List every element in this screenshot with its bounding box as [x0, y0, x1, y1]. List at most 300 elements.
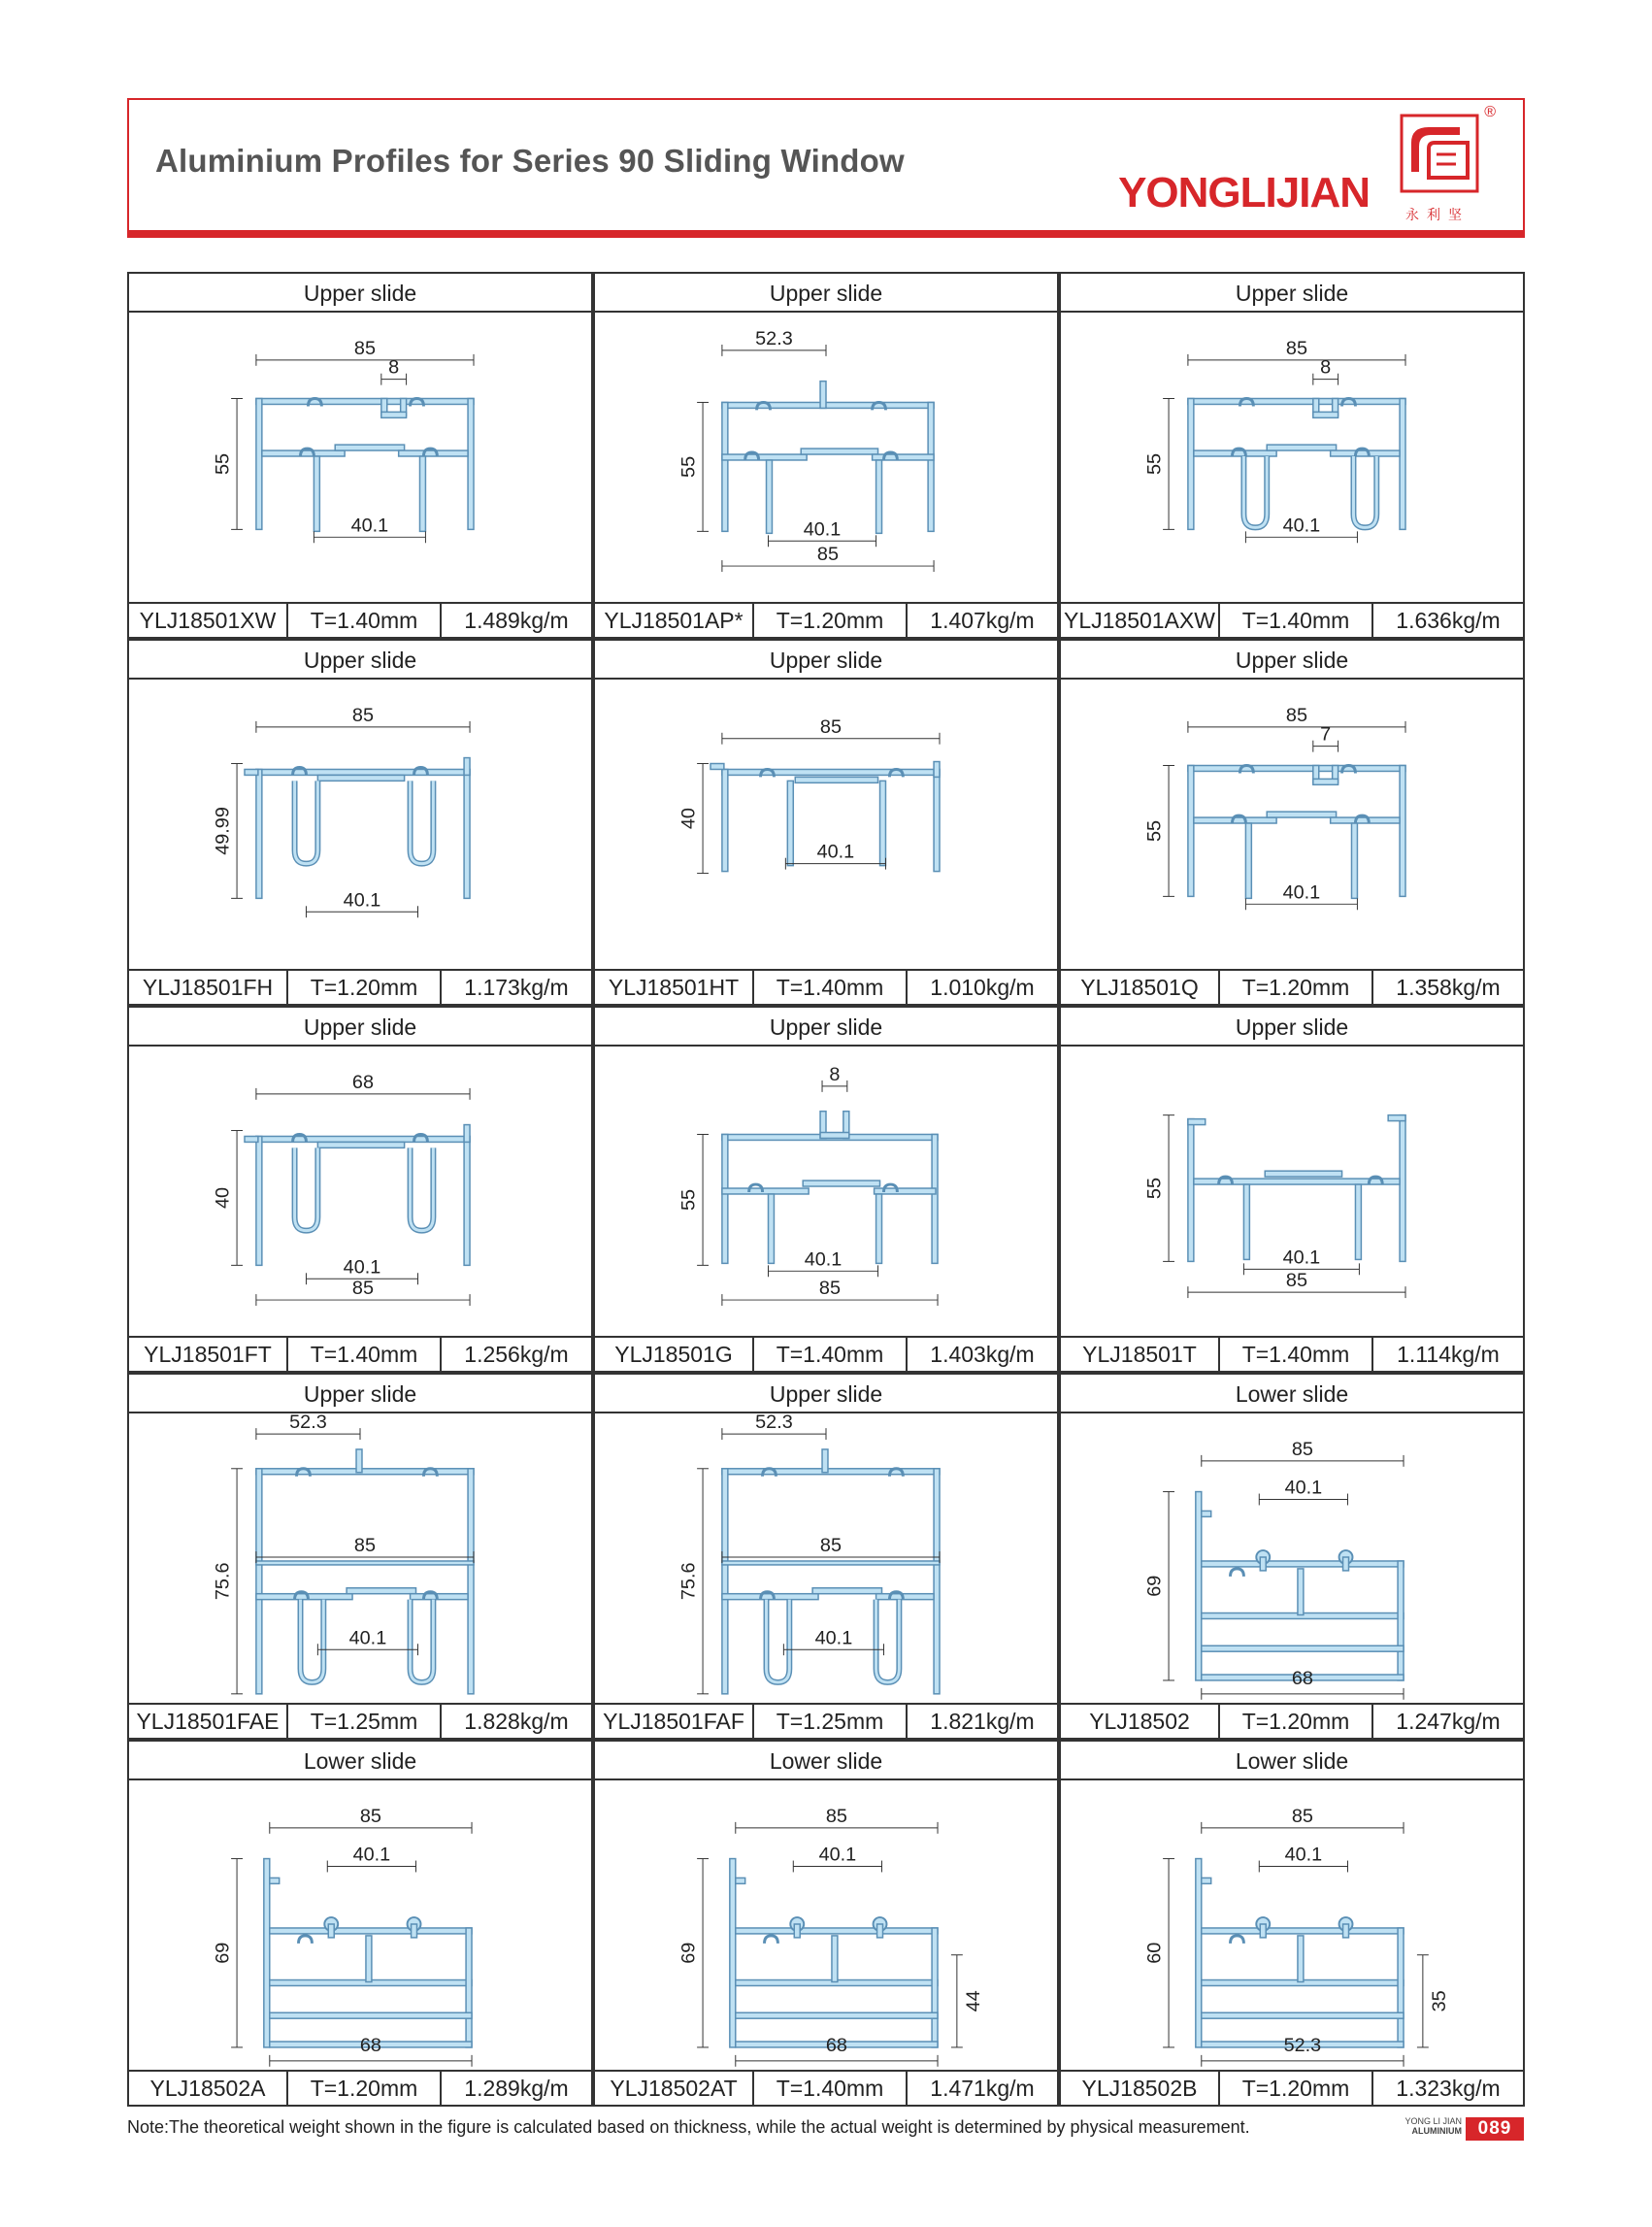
profile-segment	[1188, 399, 1405, 405]
dimension-label: 85	[351, 1278, 375, 1300]
profile-thickness: T=1.40mm	[288, 604, 442, 637]
profile-drawing	[129, 1413, 591, 1703]
profile-segment	[1202, 1878, 1211, 1883]
dimension-label: 55	[1143, 1177, 1166, 1200]
profile-hook	[765, 1936, 778, 1944]
profile-code: YLJ18501HT	[595, 971, 754, 1004]
profile-segment	[934, 769, 940, 871]
profile-drawing	[1061, 680, 1523, 969]
dimension-label: 85	[1291, 1438, 1313, 1460]
profile-thickness: T=1.25mm	[288, 1705, 442, 1738]
profile-segment	[1398, 1928, 1404, 2047]
profile-type-label: Upper slide	[129, 1008, 591, 1047]
profile-segment	[722, 1594, 818, 1600]
dimension-label: 44	[962, 1990, 984, 2012]
dimension-label: 85	[816, 544, 840, 566]
dimension-label: 52.3	[289, 1413, 327, 1434]
dimension-label: 85	[353, 337, 376, 359]
profile-segment	[1343, 1924, 1349, 1938]
profile-spec-row	[595, 1336, 1057, 1371]
profile-drawing	[595, 313, 1057, 602]
dimension-label: 52.3	[755, 327, 793, 349]
profile-segment	[710, 764, 724, 770]
profile-segment	[270, 2012, 472, 2018]
profile-u-channel	[876, 1600, 900, 1682]
profile-segment	[464, 758, 470, 776]
profile-thickness: T=1.40mm	[1220, 604, 1373, 637]
profile-spec-row	[1061, 602, 1523, 637]
profile-card	[1059, 639, 1525, 1006]
profile-segment	[1260, 1924, 1266, 1938]
dimension-label: 55	[1143, 452, 1166, 475]
profile-code: YLJ18502A	[129, 2072, 288, 2105]
profile-segment	[801, 449, 877, 454]
footer-brand-line-2: ALUMINIUM	[1411, 2126, 1462, 2136]
profile-segment	[736, 1878, 745, 1883]
dimension-label: 68	[1291, 1667, 1313, 1689]
profile-card	[1059, 1740, 1525, 2107]
dimension-label: 40.1	[804, 1248, 843, 1271]
profile-code: YLJ18501AXW	[1061, 604, 1220, 637]
profile-segment	[932, 1928, 938, 2047]
profile-drawing	[595, 1047, 1057, 1336]
profile-segment	[256, 769, 262, 898]
profile-card	[593, 1006, 1059, 1373]
profile-drawing	[129, 1047, 591, 1336]
profile-segment	[1245, 823, 1251, 898]
profile-segment	[1398, 1561, 1404, 1680]
profile-segment	[1313, 412, 1338, 417]
dimension-label: 40.1	[1284, 1477, 1323, 1499]
dimension-label: 85	[1285, 1270, 1307, 1292]
profile-code: YLJ18502	[1061, 1705, 1220, 1738]
profile-segment	[245, 1136, 258, 1142]
profile-spec-row	[1061, 1336, 1523, 1371]
profile-type-label: Upper slide	[595, 274, 1057, 313]
profile-code: YLJ18502B	[1061, 2072, 1220, 2105]
profile-segment	[1298, 1569, 1304, 1615]
profile-segment	[876, 460, 882, 533]
dimension-label: 52.3	[1283, 2034, 1322, 2056]
profile-segment	[264, 1859, 270, 2047]
profile-thickness: T=1.25mm	[754, 1705, 908, 1738]
profile-weight: 1.489kg/m	[464, 608, 569, 633]
profile-segment	[876, 1594, 935, 1600]
dimension-label: 40.1	[803, 518, 842, 541]
dimension-label: 85	[353, 1535, 376, 1557]
dimension-label: 8	[388, 356, 400, 379]
profile-drawing	[595, 1413, 1057, 1703]
profile-segment	[722, 1469, 728, 1694]
profile-code: YLJ18501T	[1061, 1338, 1220, 1371]
profile-spec-row	[595, 969, 1057, 1004]
profile-u-channel	[1353, 456, 1376, 527]
dimension-label: 55	[677, 455, 700, 478]
profile-segment	[1202, 1928, 1404, 1934]
profile-drawing	[129, 1780, 591, 2070]
profile-segment	[1196, 1859, 1202, 2047]
profile-card	[127, 1373, 593, 1740]
profile-card	[1059, 272, 1525, 639]
profile-segment	[256, 769, 470, 775]
profile-segment	[347, 1588, 415, 1594]
profile-drawing	[129, 313, 591, 602]
footer-note: Note:The theoretical weight shown in the figure is calculated based on thickness, while the actual weight is determined by physical measurement.	[127, 2117, 1250, 2137]
profile-segment	[314, 456, 319, 531]
profile-thickness: T=1.20mm	[288, 2072, 442, 2105]
dimension-label: 40	[677, 808, 700, 830]
profile-hook	[1231, 1936, 1244, 1944]
profile-segment	[335, 445, 404, 450]
profile-drawing	[595, 1780, 1057, 2070]
profile-segment	[381, 412, 407, 417]
profile-segment	[1343, 1557, 1349, 1571]
profile-segment	[468, 399, 474, 530]
profile-segment	[411, 1594, 469, 1600]
profile-segment	[1202, 1511, 1211, 1516]
profile-segment	[877, 1924, 883, 1938]
profile-segment	[722, 454, 807, 460]
profile-segment	[722, 1469, 940, 1475]
profile-weight: 1.821kg/m	[930, 1709, 1035, 1734]
footer-brand-line-1: YONG LI JIAN	[1404, 2116, 1462, 2126]
dimension-label: 85	[1285, 704, 1307, 726]
dimension-label: 69	[677, 1942, 700, 1964]
profile-segment	[256, 1594, 352, 1600]
profile-segment	[736, 1928, 938, 1934]
profile-segment	[1400, 1115, 1405, 1262]
profile-card	[593, 1740, 1059, 2107]
profile-type-label: Lower slide	[129, 1742, 591, 1780]
dimension-label: 35	[1428, 1990, 1450, 2012]
profile-card	[127, 1740, 593, 2107]
profile-type-label: Upper slide	[129, 274, 591, 313]
dimension-label: 85	[359, 1805, 381, 1827]
profile-thickness: T=1.20mm	[1220, 971, 1373, 1004]
brand-logo-icon	[1400, 114, 1479, 207]
profile-card	[127, 639, 593, 1006]
profile-drawing	[1061, 1780, 1523, 2070]
profile-segment	[1188, 766, 1405, 772]
dimension-label: 40	[212, 1186, 234, 1209]
profile-card	[127, 272, 593, 639]
dimension-label: 8	[829, 1063, 841, 1085]
dimension-label: 52.3	[755, 1413, 793, 1434]
profile-segment	[412, 1924, 417, 1938]
brand-chinese-name: 永利坚	[1405, 207, 1470, 222]
profile-segment	[722, 1561, 940, 1565]
profile-u-channel	[295, 781, 318, 863]
profile-segment	[820, 382, 826, 409]
profile-weight: 1.407kg/m	[930, 608, 1035, 633]
profile-segment	[256, 399, 474, 405]
profile-spec-row	[129, 969, 591, 1004]
profile-thickness: T=1.40mm	[754, 971, 908, 1004]
profile-segment	[767, 460, 773, 533]
profile-spec-row	[595, 1703, 1057, 1738]
profile-spec-row	[129, 2070, 591, 2105]
profile-segment	[317, 1142, 404, 1147]
profile-segment	[1351, 823, 1357, 898]
dimension-label: 69	[212, 1942, 234, 1964]
profile-code: YLJ18501XW	[129, 604, 288, 637]
profile-segment	[1267, 445, 1336, 450]
profile-code: YLJ18501Q	[1061, 971, 1220, 1004]
dimension-label: 68	[825, 2034, 847, 2056]
profile-weight: 1.289kg/m	[464, 2076, 569, 2101]
profile-type-label: Upper slide	[595, 1375, 1057, 1413]
profile-segment	[722, 1134, 728, 1263]
profile-weight: 1.247kg/m	[1396, 1709, 1501, 1734]
profile-spec-row	[1061, 2070, 1523, 2105]
profile-segment	[1355, 1184, 1361, 1259]
profile-code: YLJ18501FAE	[129, 1705, 288, 1738]
profile-weight: 1.256kg/m	[464, 1342, 569, 1367]
dimension-label: 60	[1143, 1942, 1166, 1964]
profile-segment	[464, 1136, 470, 1265]
profile-segment	[256, 1136, 262, 1265]
profile-thickness: T=1.20mm	[288, 971, 442, 1004]
dimension-label: 85	[819, 1535, 842, 1557]
profile-spec-row	[129, 1336, 591, 1371]
profile-type-label: Upper slide	[1061, 274, 1523, 313]
profile-segment	[820, 1133, 849, 1139]
profile-segment	[1202, 2012, 1404, 2018]
profile-drawing	[129, 680, 591, 969]
profile-segment	[934, 1469, 940, 1694]
profile-u-channel	[411, 1147, 434, 1230]
profile-segment	[256, 1561, 474, 1565]
profile-weight: 1.828kg/m	[464, 1709, 569, 1734]
profile-type-label: Upper slide	[595, 641, 1057, 680]
page-title: Aluminium Profiles for Series 90 Sliding Window	[155, 143, 905, 179]
profile-segment	[399, 450, 468, 456]
profile-hook	[1231, 1569, 1244, 1577]
profile-segment	[1267, 812, 1336, 817]
dimension-label: 40.1	[352, 1844, 391, 1866]
profile-code: YLJ18501FAF	[595, 1705, 754, 1738]
profile-segment	[730, 1859, 736, 2047]
profile-u-channel	[295, 1147, 318, 1230]
dimension-label: 40.1	[1282, 1246, 1321, 1269]
dimension-label: 68	[351, 1071, 375, 1093]
dimension-label: 8	[1320, 356, 1332, 379]
profile-segment	[256, 399, 262, 530]
profile-segment	[1202, 1561, 1404, 1567]
dimension-label: 85	[818, 1278, 841, 1300]
profile-thickness: T=1.40mm	[754, 2072, 908, 2105]
profile-segment	[256, 1469, 262, 1694]
profile-segment	[795, 777, 877, 782]
profile-segment	[270, 1878, 280, 1883]
dimension-label: 40.1	[814, 1627, 853, 1649]
profile-spec-row	[595, 2070, 1057, 2105]
profile-segment	[932, 1134, 938, 1263]
profile-segment	[832, 1936, 838, 1982]
profile-segment	[1388, 1115, 1405, 1121]
profile-code: YLJ18501FT	[129, 1338, 288, 1371]
dimension-label: 85	[825, 1805, 847, 1827]
profile-segment	[1188, 1119, 1206, 1125]
profile-weight: 1.173kg/m	[464, 975, 569, 1000]
dimension-label: 49.99	[212, 807, 234, 855]
profile-weight: 1.471kg/m	[930, 2076, 1035, 2101]
profile-segment	[794, 1924, 800, 1938]
profile-spec-row	[129, 1703, 591, 1738]
profile-segment	[328, 1924, 334, 1938]
profile-code: YLJ18502AT	[595, 2072, 754, 2105]
profile-segment	[1188, 1119, 1194, 1262]
profile-segment	[464, 769, 470, 898]
profile-segment	[1313, 779, 1338, 784]
profile-u-channel	[411, 1600, 434, 1682]
profile-segment	[722, 769, 940, 775]
profile-segment	[1243, 1184, 1249, 1259]
profile-segment	[366, 1936, 372, 1982]
profile-segment	[1188, 399, 1194, 530]
dimension-label: 55	[212, 452, 234, 475]
profile-u-channel	[301, 1600, 324, 1682]
dimension-label: 75.6	[212, 1562, 234, 1601]
dimension-label: 40.1	[816, 841, 855, 863]
profile-thickness: T=1.40mm	[288, 1338, 442, 1371]
dimension-label: 69	[1143, 1575, 1166, 1597]
header-underline	[127, 230, 1525, 238]
profile-weight: 1.323kg/m	[1396, 2076, 1501, 2101]
profile-card	[1059, 1373, 1525, 1740]
profile-hook	[299, 1936, 313, 1944]
profile-segment	[928, 402, 934, 531]
profile-segment	[419, 456, 425, 531]
profile-segment	[812, 1588, 881, 1594]
profile-segment	[803, 1180, 879, 1186]
profile-type-label: Upper slide	[1061, 1008, 1523, 1047]
dimension-label: 55	[677, 1188, 700, 1211]
profile-type-label: Upper slide	[1061, 641, 1523, 680]
profile-weight: 1.358kg/m	[1396, 975, 1501, 1000]
profile-segment	[1202, 1645, 1404, 1651]
brand-name: YONGLIJIAN	[1118, 169, 1370, 216]
dimension-label: 7	[1320, 723, 1332, 746]
profile-segment	[464, 1125, 470, 1143]
dimension-label: 55	[1143, 819, 1166, 842]
profile-spec-row	[1061, 1703, 1523, 1738]
profile-segment	[736, 2012, 938, 2018]
profile-thickness: T=1.20mm	[1220, 1705, 1373, 1738]
profile-segment	[1331, 450, 1400, 456]
profile-drawing	[1061, 1047, 1523, 1336]
profile-segment	[466, 1928, 472, 2047]
profile-segment	[822, 1449, 828, 1473]
dimension-label: 85	[819, 715, 842, 738]
page-header	[127, 98, 1525, 234]
dimension-label: 40.1	[343, 889, 381, 912]
profile-segment	[317, 775, 404, 781]
dimension-label: 75.6	[677, 1562, 700, 1601]
profile-weight: 1.636kg/m	[1396, 608, 1501, 633]
profile-segment	[1260, 1557, 1266, 1571]
profile-segment	[873, 454, 934, 460]
dimension-label: 40.1	[348, 1627, 387, 1649]
profile-u-channel	[411, 781, 434, 863]
profile-card	[593, 639, 1059, 1006]
profile-segment	[245, 769, 258, 775]
profile-drawing	[1061, 313, 1523, 602]
profile-segment	[1298, 1936, 1304, 1982]
dimension-label: 85	[1291, 1805, 1313, 1827]
profile-segment	[876, 1194, 882, 1263]
profile-segment	[1265, 1171, 1341, 1177]
profile-type-label: Upper slide	[129, 1375, 591, 1413]
profile-segment	[1331, 817, 1400, 823]
registered-mark: ®	[1484, 104, 1496, 120]
profile-drawing	[1061, 1413, 1523, 1703]
profile-segment	[468, 1469, 474, 1694]
dimension-label: 40.1	[1282, 515, 1321, 537]
profile-segment	[270, 1928, 472, 1934]
profile-spec-row	[1061, 969, 1523, 1004]
profile-segment	[256, 1136, 470, 1142]
dimension-label: 85	[351, 704, 375, 726]
profile-type-label: Upper slide	[595, 1008, 1057, 1047]
page-number: 089	[1466, 2117, 1524, 2141]
dimension-label: 40.1	[1282, 881, 1321, 904]
profile-type-label: Lower slide	[1061, 1375, 1523, 1413]
profile-segment	[1400, 399, 1405, 530]
profile-segment	[722, 402, 728, 531]
profile-segment	[722, 402, 934, 408]
dimension-label: 40.1	[818, 1844, 857, 1866]
profile-u-channel	[767, 1600, 790, 1682]
profile-card	[593, 1373, 1059, 1740]
profile-segment	[356, 1449, 362, 1473]
profile-drawing	[595, 680, 1057, 969]
profile-weight: 1.010kg/m	[930, 975, 1035, 1000]
profile-u-channel	[1243, 456, 1267, 527]
profile-thickness: T=1.20mm	[1220, 2072, 1373, 2105]
dimension-label: 85	[1285, 337, 1307, 359]
profile-thickness: T=1.20mm	[754, 604, 908, 637]
profile-type-label: Upper slide	[129, 641, 591, 680]
profile-segment	[722, 1188, 809, 1194]
dimension-label: 40.1	[350, 515, 389, 537]
profile-segment	[1188, 766, 1194, 897]
profile-code: YLJ18501G	[595, 1338, 754, 1371]
dimension-label: 40.1	[343, 1256, 381, 1279]
profile-type-label: Lower slide	[1061, 1742, 1523, 1780]
profile-segment	[256, 1469, 474, 1475]
profile-spec-row	[129, 602, 591, 637]
profile-segment	[1196, 1492, 1202, 1680]
profile-card	[1059, 1006, 1525, 1373]
profile-weight: 1.114kg/m	[1397, 1342, 1500, 1367]
profile-card	[593, 272, 1059, 639]
profile-segment	[787, 781, 793, 865]
dimension-label: 68	[359, 2034, 381, 2056]
profile-thickness: T=1.40mm	[1220, 1338, 1373, 1371]
profile-weight: 1.403kg/m	[930, 1342, 1035, 1367]
profile-type-label: Lower slide	[595, 1742, 1057, 1780]
footer-brand	[1394, 2116, 1462, 2136]
profile-code: YLJ18501FH	[129, 971, 288, 1004]
profile-thickness: T=1.40mm	[754, 1338, 908, 1371]
profile-segment	[1400, 766, 1405, 897]
profile-code: YLJ18501AP*	[595, 604, 754, 637]
profile-segment	[880, 781, 886, 865]
profile-segment	[769, 1194, 775, 1263]
profile-card	[127, 1006, 593, 1373]
profile-segment	[722, 769, 728, 871]
